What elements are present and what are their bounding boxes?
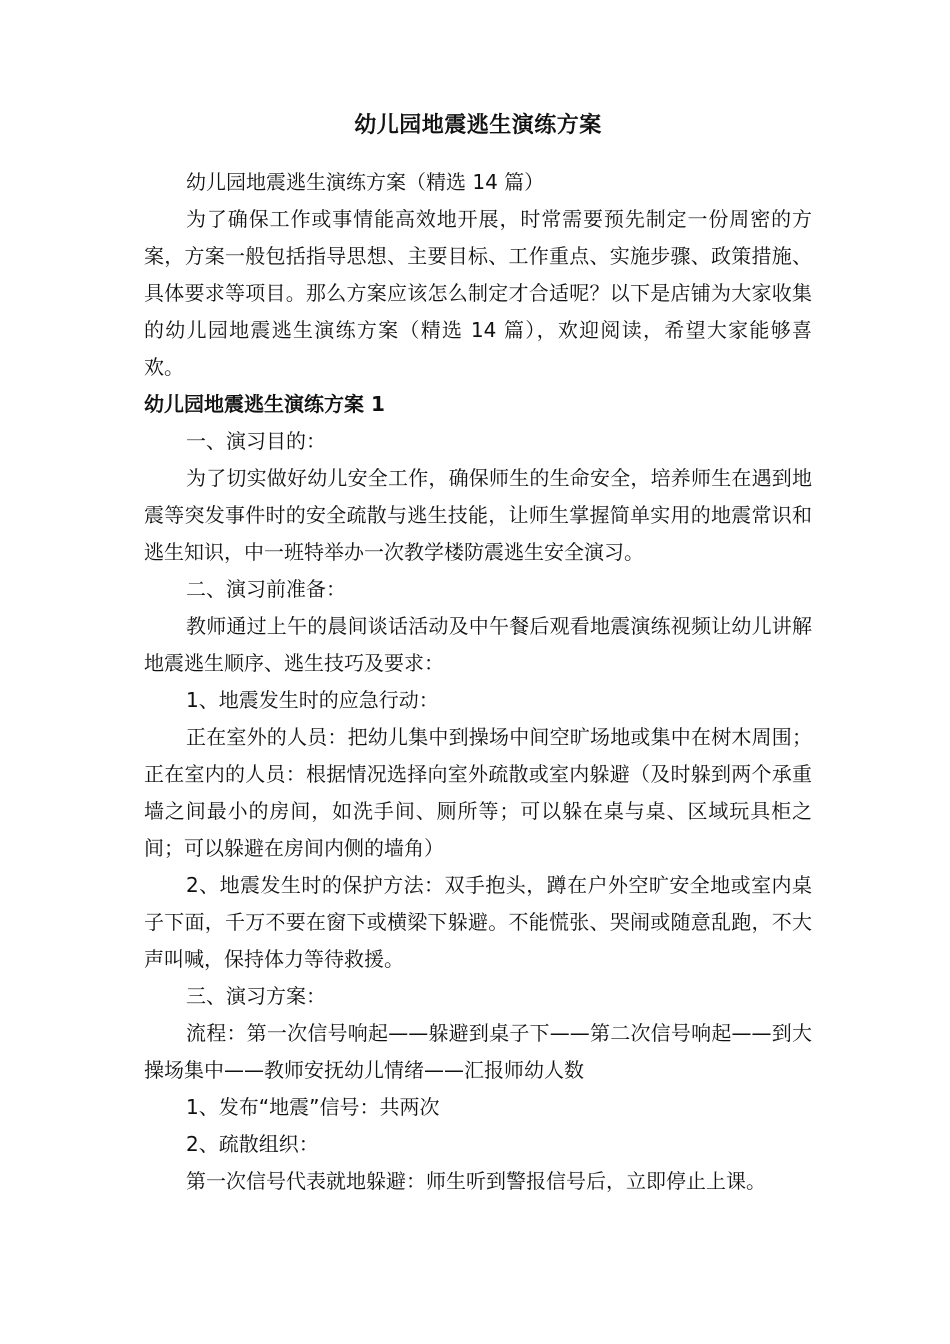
section-item-8: 三、演习方案： [186, 984, 326, 1008]
intro-paragraph: 为了确保工作或事情能高效地开展，时常需要预先制定一份周密的方案，方案一般包括指导思想、主要目标、工作重点、实施步骤、政策措施、具体要求等项目。那么方案应该怎么制定才合适呢？以下是店铺为大家收集的幼儿园地震逃生演练方案（精选 14 篇），欢迎阅读，希望大家能够喜欢。 [144, 207, 812, 379]
section-item-2: 为了切实做好幼儿安全工作，确保师生的生命安全，培养师生在遇到地震等突发事件时的安全疏散与逃生技能，让师生掌握简单实用的地震常识和逃生知识，中一班特举办一次教学楼防震逃生安全演习。 [144, 466, 812, 564]
section-item-9: 流程：第一次信号响起——躲避到桌子下——第二次信号响起——到大操场集中——教师安抚幼儿情绪——汇报师幼人数 [144, 1021, 812, 1082]
section-item-10: 1、发布“地震”信号：共两次 [186, 1095, 440, 1119]
section-heading: 幼儿园地震逃生演练方案 1 [144, 392, 385, 416]
section-item-1: 一、演习目的： [186, 429, 326, 453]
section-item-5: 1、地震发生时的应急行动： [186, 688, 439, 712]
section-item-7: 2、地震发生时的保护方法：双手抱头，蹲在户外空旷安全地或室内桌子下面，千万不要在窗下或横梁下躲避。不能慌张、哭闹或随意乱跑，不大声叫喊，保持体力等待救援。 [144, 873, 812, 971]
section-item-6: 正在室外的人员：把幼儿集中到操场中间空旷场地或集中在树木周围；正在室内的人员：根据情况选择向室外疏散或室内躲避（及时躲到两个承重墙之间最小的房间，如洗手间、厕所等；可以躲在桌与桌、区域玩具柜之间；可以躲避在房间内侧的墙角） [144, 725, 812, 860]
document-body [144, 108, 812, 1200]
intro-subtitle: 幼儿园地震逃生演练方案（精选 14 篇） [186, 170, 545, 194]
section-item-3: 二、演习前准备： [186, 577, 346, 601]
section-item-12: 第一次信号代表就地躲避：师生听到警报信号后，立即停止上课。 [186, 1169, 766, 1193]
document-title: 幼儿园地震逃生演练方案 [354, 113, 602, 138]
section-item-11: 2、疏散组织： [186, 1132, 319, 1156]
section-item-4: 教师通过上午的晨间谈话活动及中午餐后观看地震演练视频让幼儿讲解地震逃生顺序、逃生技巧及要求： [144, 614, 812, 675]
